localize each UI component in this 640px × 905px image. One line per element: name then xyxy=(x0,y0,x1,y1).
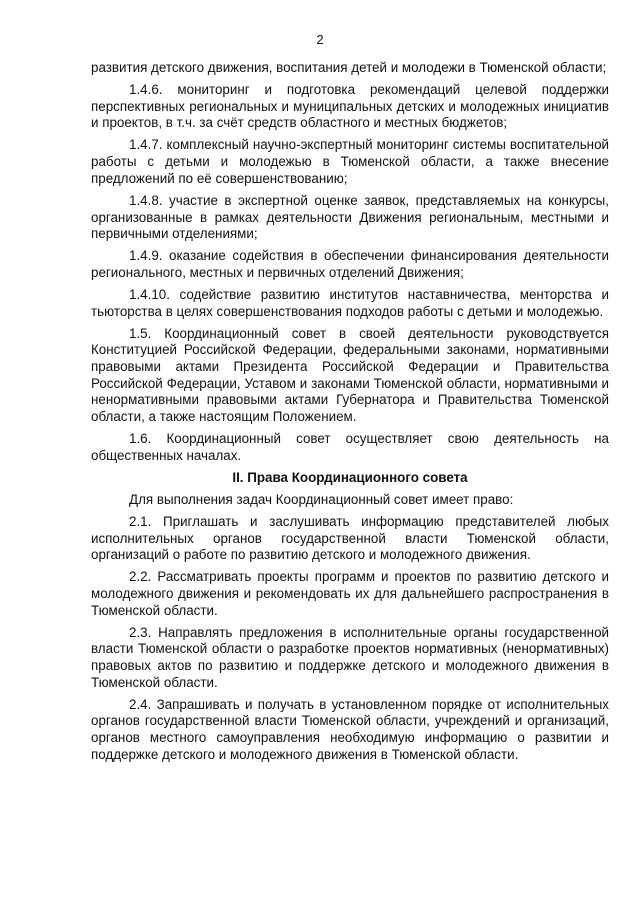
section-heading: II. Права Координационного совета xyxy=(232,469,468,485)
page-number: 2 xyxy=(316,32,324,47)
paragraph-1-4-10: 1.4.10. содействие развитию институтов наставничества, менторства и тьюторства в целях совершенствования подходов работы с детьми и молодежью. xyxy=(91,286,609,319)
document-body xyxy=(91,60,609,769)
paragraph-2-2: 2.2. Рассматривать проекты программ и проектов по развитию детского и молодежного движения и рекомендовать их для дальнейшего распространения в Тюменской области. xyxy=(91,569,609,618)
paragraph-2-3: 2.3. Направлять предложения в исполнительные органы государственной власти Тюменской области о разработке проектов нормативных (ненормативных) правовых актов по развитию и поддержке детского и молодежного движения в Тюменской области. xyxy=(91,624,609,690)
paragraph-continuation: развития детского движения, воспитания детей и молодежи в Тюменской области; xyxy=(91,60,607,75)
paragraph-1-4-6: 1.4.6. мониторинг и подготовка рекомендаций целевой поддержки перспективных региональных и муниципальных детских и молодежных инициатив и проектов, в т.ч. за счёт средств областного и местных бюджетов; xyxy=(91,82,609,131)
paragraph-1-5: 1.5. Координационный совет в своей деятельности руководствуется Конституцией Российской Федерации, федеральными законами, нормативными правовыми актами Президента Российской Федерации и Правительства Российской Федерации, Уставом и законами Тюменской области, нормативными и ненормативными правовыми актами Губернатора и Правительства Тюменской области, а также настоящим Положением. xyxy=(91,325,609,425)
paragraph-1-6: 1.6. Координационный совет осуществляет свою деятельность на общественных началах. xyxy=(91,431,609,463)
paragraph-1-4-8: 1.4.8. участие в экспертной оценке заявок, представляемых на конкурсы, организованные в рамках деятельности Движения региональным, местными и первичными отделениями; xyxy=(91,192,609,242)
paragraph-1-4-9: 1.4.9. оказание содействия в обеспечении финансирования деятельности регионального, местных и первичных отделений Движения; xyxy=(91,248,609,280)
paragraph-2-1: 2.1. Приглашать и заслушивать информацию представителей любых исполнительных органов государственной власти Тюменской области, организаций о работе по развитию детского и молодежного движения. xyxy=(91,513,609,563)
paragraph-1-4-7: 1.4.7. комплексный научно-экспертный мониторинг системы воспитательной работы с детьми и молодежью в Тюменской области, а также внесение предложений по её совершенствованию; xyxy=(91,137,609,186)
paragraph-rights-intro: Для выполнения задач Координационный совет имеет право: xyxy=(129,491,514,507)
paragraph-2-4: 2.4. Запрашивать и получать в установленном порядке от исполнительных органов государственной власти Тюменской области, учреждений и организаций, органов местного самоуправления необходимую информацию о развитии и поддержке детского и молодежного движения в Тюменской области. xyxy=(91,696,609,762)
